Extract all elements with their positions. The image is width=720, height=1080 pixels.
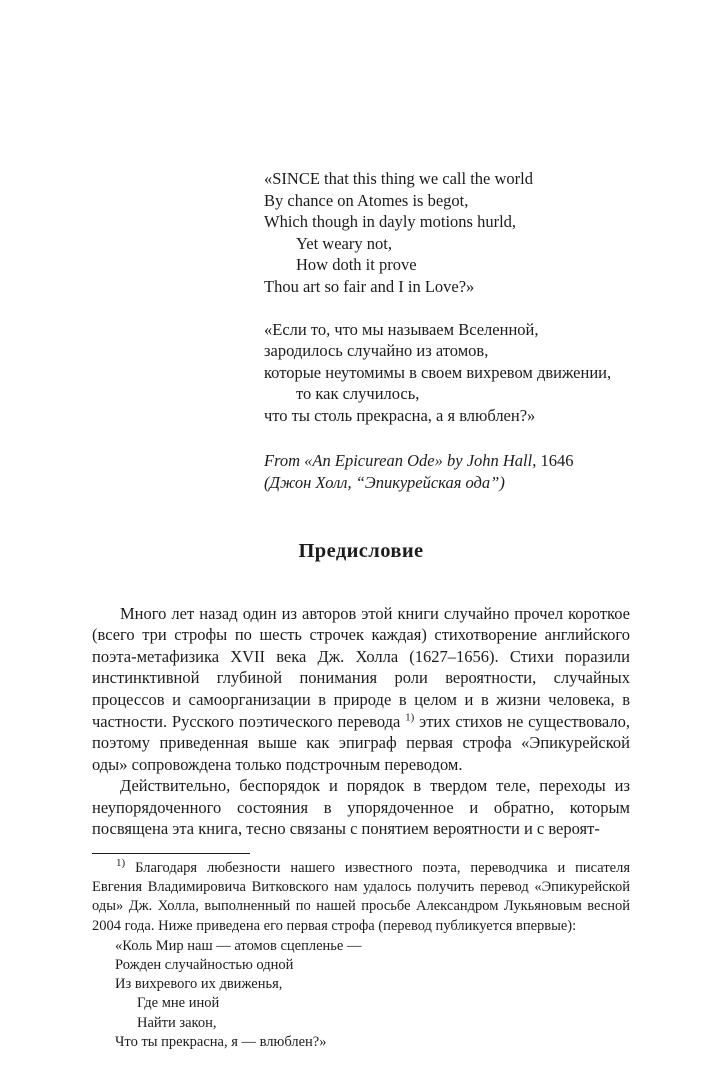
paragraph-2: Действительно, беспорядок и порядок в твердом теле, переходы из неупорядоченного состояния в упорядоченное и обратно, которым посвящена эта книга, тесно связаны с понятием вероятности и с вероят- (92, 776, 630, 839)
attribution-source-title: From «An Epicurean Ode» by John Hall (264, 450, 533, 470)
paragraph-1-text-start: Много лет назад один из авторов этой книги случайно прочел короткое (всего три строфы по шесть строчек каждая) стихотворение английского поэта-метафизика XVII века Дж. Холла (1627–1656). Стихи поразили инстинктивной глубиной понимания роли вероятности, случайных процессов и самоорганизации в природе в целом и в жизни человека, в частности. Русского поэтического перевода (92, 603, 630, 731)
attribution-source-year: , 1646 (532, 450, 574, 470)
attribution-source-line (264, 450, 630, 472)
poem-line: Which though in dayly motions hurld, (264, 212, 517, 232)
footnote-poem-line: Найти закон, (137, 1014, 217, 1031)
paragraph-1 (92, 603, 630, 776)
poem-line: что ты столь прекрасна, а я влюблен?» (264, 405, 536, 425)
poem-line: то как случилось, (296, 384, 420, 404)
attribution-translation-line (264, 472, 630, 494)
footnote-body-text: Благодаря любезности нашего известного поэта, переводчика и писателя Евгения Владимировича Витковского нам удалось получить перевод «Эпикурейской оды» Дж. Холла, выполненный по нашей просьбе Александром Лукьяновым весной 2004 года. Ниже приведена его первая строфа (перевод публикуется впервые): (92, 860, 630, 934)
poem-line: By chance on Atomes is begot, (264, 190, 469, 210)
poem-line: «Если то, что мы называем Вселенной, (264, 319, 539, 339)
poem-line: How doth it prove (296, 255, 417, 275)
footnote-number-mark: 1) (116, 857, 126, 870)
footnote-poem-line: Из вихревого их движенья, (115, 976, 283, 993)
footnote-poem (115, 937, 630, 1052)
footnote-separator-rule (92, 853, 250, 854)
poem-line: которые неутомимы в своем вихревом движении, (264, 362, 612, 382)
footnote-poem-line: «Коль Мир наш — атомов сцепленье — (115, 937, 362, 954)
main-text (92, 603, 630, 841)
poem-line: Yet weary not, (296, 233, 392, 253)
footnote-poem-line: Рожден случайностью одной (115, 957, 294, 974)
footnote-text (92, 859, 630, 936)
footnote-section (92, 859, 630, 1052)
paragraph-1-text-end: этих стихов не существовало, поэтому приведенная выше как эпиграф первая строфа «Эпикурейской оды» сопровождена только подстрочным переводом. (92, 711, 631, 774)
poem-line: зародилось случайно из атомов, (264, 341, 489, 361)
poem-line: «SINCE that this thing we call the world (264, 169, 534, 188)
attribution-translation-text: (Джон Холл, “Эпикурейская ода”) (264, 472, 505, 492)
poem-line: Thou art so fair and I in Love?» (264, 276, 475, 296)
footnote-poem-line: Где мне иной (137, 995, 220, 1012)
chapter-title: Предисловие (298, 539, 424, 562)
epigraph-poem-russian (264, 319, 630, 427)
footnote-reference-mark: 1) (405, 711, 415, 723)
epigraph-attribution (264, 450, 630, 494)
footnote-poem-line: Что ты прекрасна, я — влюблен?» (115, 1033, 327, 1050)
epigraph-section (264, 168, 630, 494)
epigraph-poem-english (264, 168, 630, 298)
